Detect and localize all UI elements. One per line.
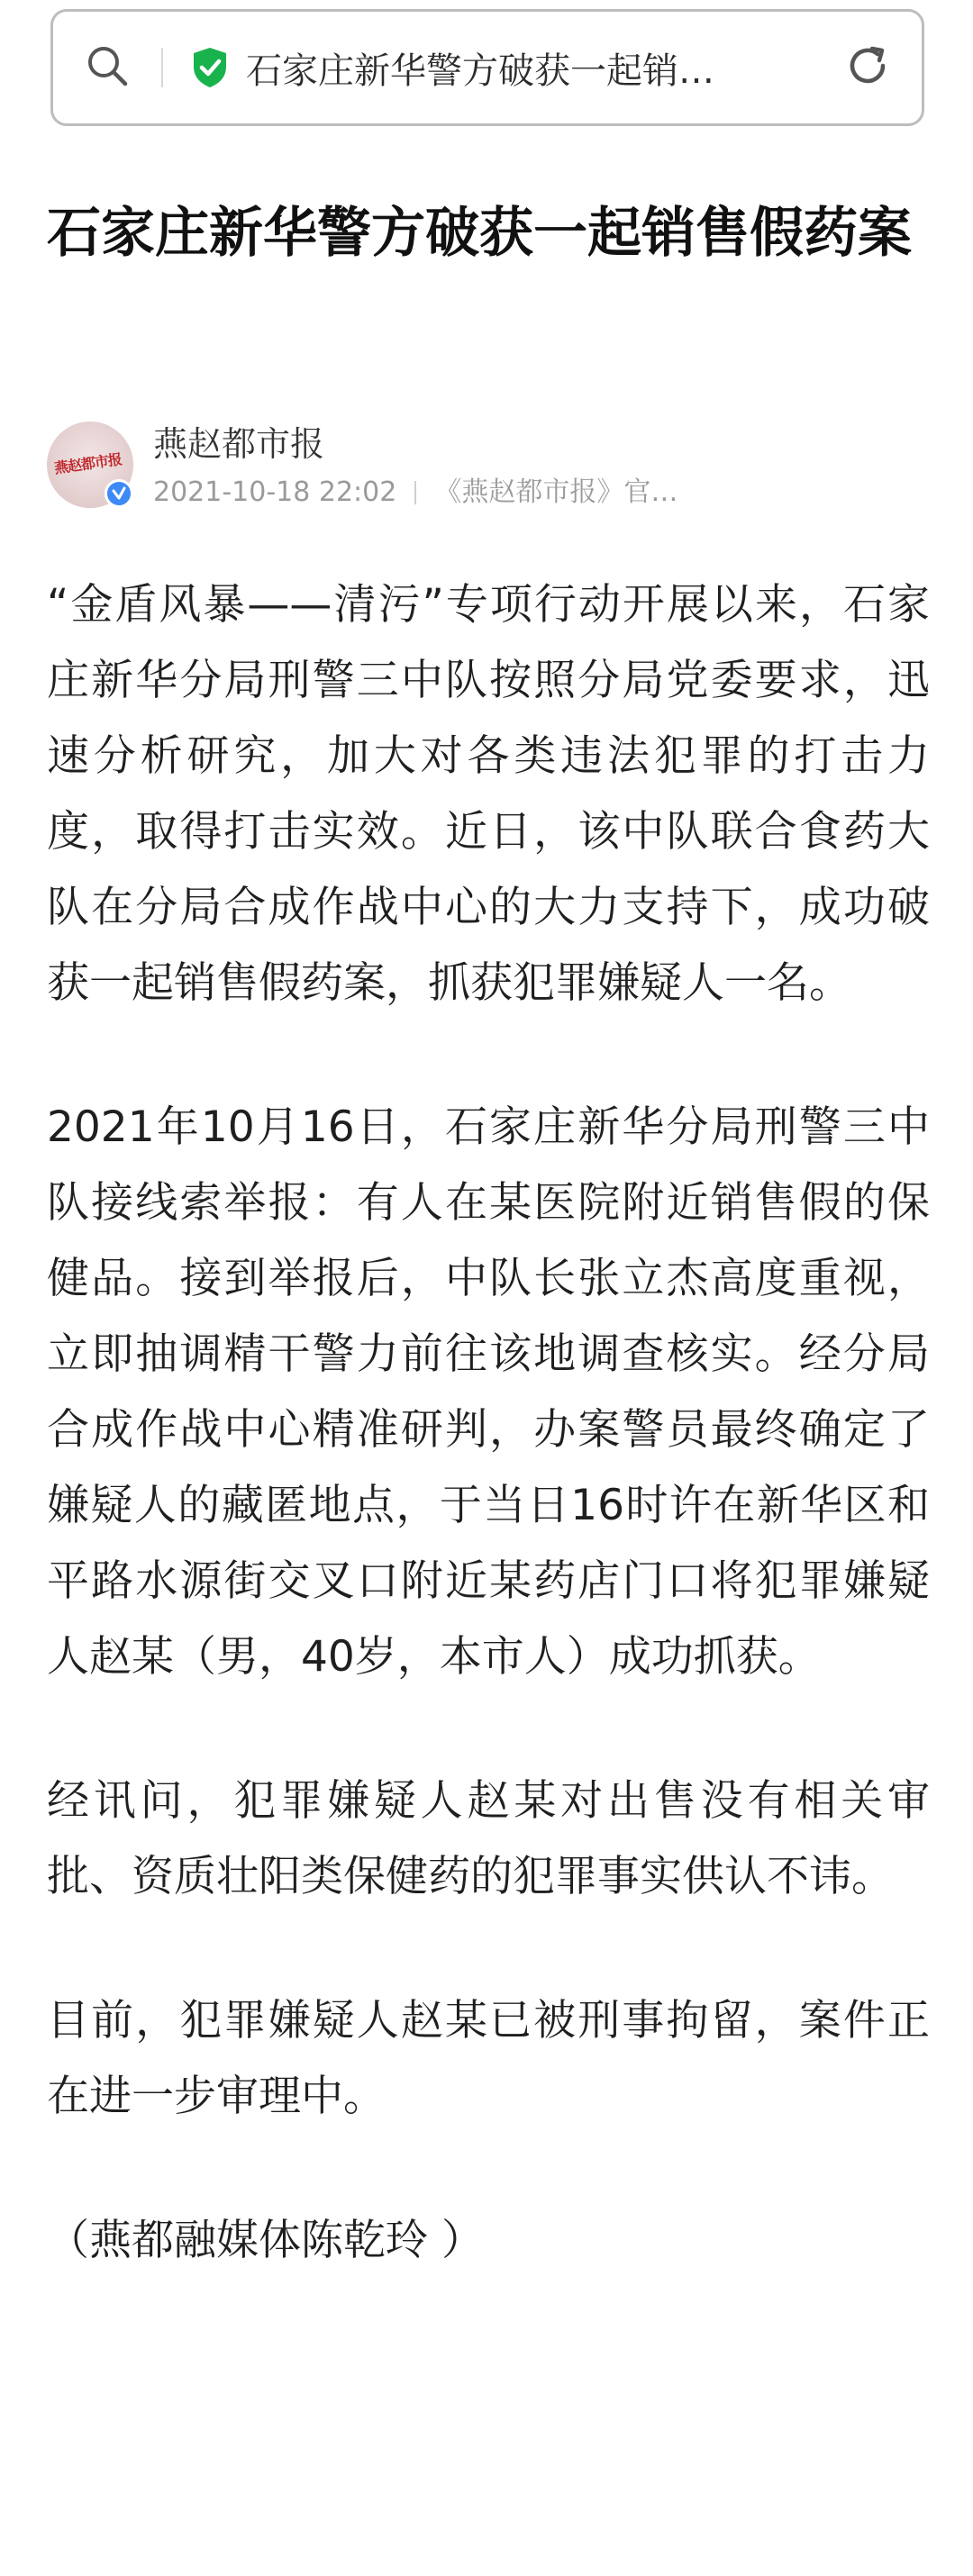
- author-name[interactable]: 燕赵都市报: [153, 424, 325, 464]
- search-icon: [84, 42, 131, 93]
- reload-icon: [843, 41, 892, 94]
- article-body: [47, 567, 930, 2347]
- avatar-logo: 燕赵都市报: [52, 450, 123, 477]
- reload-button[interactable]: [814, 12, 922, 123]
- author-meta: [153, 474, 677, 512]
- paragraph-3: 经讯问，犯罪嫌疑人赵某对出售没有相关审批、资质壮阳类保健药的犯罪事实供认不讳。: [47, 1776, 930, 1901]
- publish-date: 2021-10-18 22:02: [153, 476, 397, 508]
- source-label: 《燕赵都市报》官…: [434, 476, 678, 508]
- paragraph-4: 目前，犯罪嫌疑人赵某已被刑事拘留，案件正在进一步审理中。: [47, 1996, 930, 2121]
- search-button[interactable]: [53, 12, 161, 123]
- article-title: 石家庄新华警方破获一起销售假药案: [47, 202, 912, 265]
- shield-check-icon: [190, 45, 230, 90]
- paragraph-5: （燕都融媒体陈乾玲 ）: [47, 2216, 484, 2265]
- url-text[interactable]: 石家庄新华警方破获一起销…: [246, 50, 714, 92]
- address-bar[interactable]: [50, 9, 924, 126]
- author-info: [47, 422, 930, 521]
- meta-divider: [414, 481, 416, 504]
- paragraph-1: “金盾风暴——清污”专项行动开展以来，石家庄新华分局刑警三中队按照分局党委要求，迅速分析研究，加大对各类违法犯罪的打击力度，取得打击实效。近日，该中队联合食药大队在分局合成作战中心的大力支持下，成功破获一起销售假药案，抓获犯罪嫌疑人一名。: [47, 580, 930, 1008]
- paragraph-2: 2021年10月16日，石家庄新华分局刑警三中队接线索举报：有人在某医院附近销售假的保健品。接到举报后，中队长张立杰高度重视，立即抽调精干警力前往该地调查核实。经分局合成作战中心精准研判，办案警员最终确定了嫌疑人的藏匿地点，于当日16时许在新华区和平路水源街交叉口附近某药店门口将犯罪嫌疑人赵某（男，40岁，本市人）成功抓获。: [47, 1102, 930, 1682]
- verified-icon: [105, 479, 133, 508]
- address-bar-divider: [161, 48, 163, 87]
